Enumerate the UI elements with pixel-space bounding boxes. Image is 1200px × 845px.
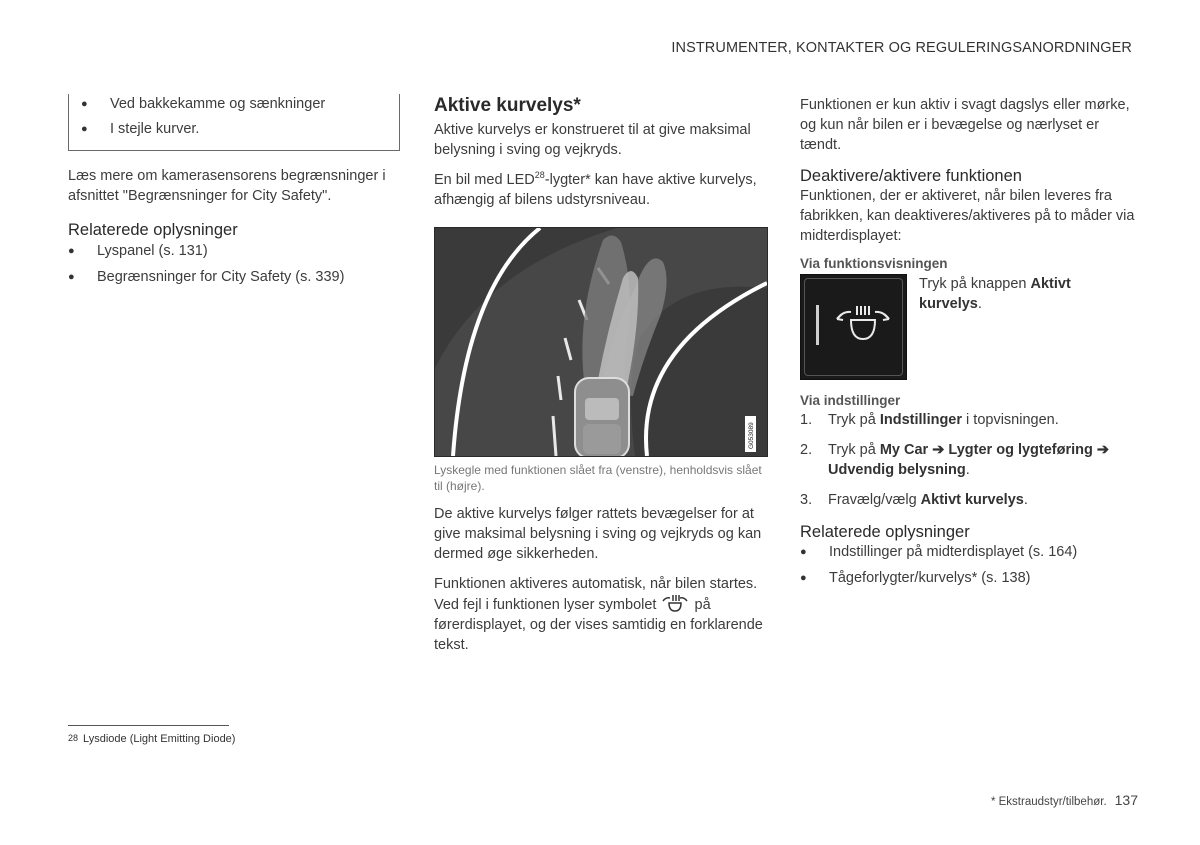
- step-item: 1. Tryk på Indstillinger i topvisningen.: [800, 412, 1059, 428]
- figure-caption: Lyskegle med funktionen slået fra (venstre), henholdsvis slået til (højre).: [434, 463, 762, 493]
- section-title: Aktive kurvelys*: [434, 95, 581, 116]
- arrow-icon: ➔: [1096, 442, 1110, 458]
- column-middle: [434, 95, 770, 655]
- boxed-bullet-list: [68, 94, 400, 151]
- tap-instruction: Tryk på knappen Aktivt kurvelys.: [919, 276, 1071, 312]
- headlight-illustration: [434, 227, 768, 457]
- curve-light-icon: [833, 303, 893, 347]
- related-heading: Relaterede oplysninger: [800, 523, 970, 541]
- settings-steps: [800, 410, 1135, 510]
- column-left: [68, 96, 400, 287]
- related-link[interactable]: ● Tågeforlygter/kurvelys* (s. 138): [800, 568, 1135, 588]
- paragraph-camera-limits: Læs mere om kamerasensorens begrænsninger i afsnittet "Begrænsninger for City Safety".: [68, 168, 386, 204]
- figure-code: G053089: [748, 422, 755, 449]
- accessory-note: * Ekstraudstyr/tilbehør.: [990, 796, 1107, 808]
- step-item: 2. Tryk på My Car ➔ Lygter og lygteføring ➔ Udvendig belysning.: [800, 442, 1110, 478]
- intro-paragraph: Funktionen er kun aktiv i svagt dagslys eller mørke, og kun når bilen er i bevægelse og nærlyset er tændt.: [800, 97, 1130, 153]
- active-curve-light-button-image: [800, 274, 907, 380]
- page-number: 137: [1114, 792, 1138, 808]
- related-link[interactable]: ● Lyspanel (s. 131): [68, 241, 400, 261]
- list-item: ● Ved bakkekamme og sænkninger: [81, 94, 399, 114]
- curve-light-warning-icon: [660, 594, 690, 612]
- button-name-label: Aktivt kurvelys: [919, 276, 1071, 312]
- page-footer: [991, 792, 1138, 808]
- function-view-block: [800, 274, 1135, 384]
- road-curve-illustration: [435, 228, 767, 456]
- related-list: [68, 241, 400, 287]
- footnote: 28 Lysdiode (Light Emitting Diode): [68, 733, 236, 745]
- paragraph-steering: De aktive kurvelys følger rattets bevægelser for at give maksimal belysning i sving og vejkryds og kan dermed øge sikkerheden.: [434, 506, 762, 562]
- related-link[interactable]: ● Indstillinger på midterdisplayet (s. 164): [800, 542, 1135, 562]
- footnote-divider: [68, 725, 229, 726]
- related-heading: Relaterede oplysninger: [68, 221, 238, 239]
- arrow-icon: ➔: [932, 442, 945, 458]
- column-right: [800, 95, 1135, 588]
- subheading-settings: Via indstillinger: [800, 393, 901, 408]
- subheading-function-view: Via funktionsvisningen: [800, 256, 948, 271]
- paragraph-deactivate: Funktionen, der er aktiveret, når bilen leveres fra fabrikken, kan deaktiveres/aktiveres på to måder via midterdisplayet:: [800, 188, 1135, 244]
- list-item: ● I stejle kurver.: [81, 119, 399, 139]
- running-header: INSTRUMENTER, KONTAKTER OG REGULERINGSANORDNINGER: [671, 40, 1132, 56]
- paragraph-activation: Funktionen aktiveres automatisk, når bilen startes. Ved fejl i funktionen lyser symbolet på førerdisplayet, og der vises samtidig en forklarende tekst.: [434, 576, 763, 653]
- related-list: [800, 542, 1135, 588]
- related-link[interactable]: ● Begrænsninger for City Safety (s. 339): [68, 267, 400, 287]
- led-paragraph: En bil med LED$^{28}$-lygter* kan have aktive kurvelys, afhængig af bilens udstyrsniveau.: [434, 170, 757, 208]
- intro-paragraph: Aktive kurvelys er konstrueret til at give maksimal belysning i sving og vejkryds.: [434, 122, 751, 158]
- step-item: 3. Fravælg/vælg Aktivt kurvelys.: [800, 492, 1028, 508]
- footnote-ref: 28: [534, 170, 545, 181]
- section-heading: Deaktivere/aktivere funktionen: [800, 167, 1022, 185]
